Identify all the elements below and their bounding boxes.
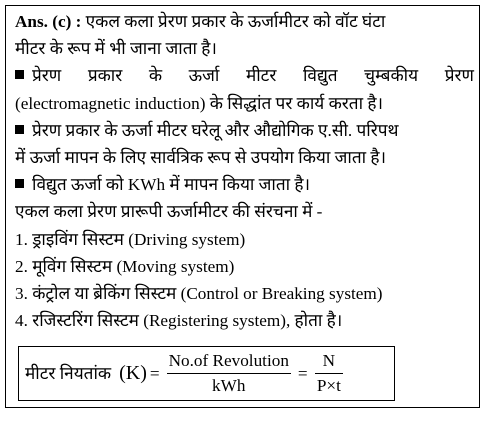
structure-item-4: 4. रजिस्टरिंग सिस्टम (Registering system), होता है। xyxy=(15,311,343,331)
point-1-line-2: (electromagnetic induction) के सिद्धांत पर कार्य करता है। xyxy=(15,93,383,113)
formula-fraction-1 xyxy=(167,351,291,396)
point-1-word-5: विद्युत xyxy=(302,66,338,86)
point-1-line-1 xyxy=(15,62,474,89)
bullet-icon xyxy=(15,125,24,134)
point-1-word-4: मीटर xyxy=(245,66,277,86)
formula-box xyxy=(18,346,395,401)
bullet-icon xyxy=(15,179,24,188)
structure-item-3: 3. कंट्रोल या ब्रेकिंग सिस्टम (Control or Breaking system) xyxy=(15,283,383,303)
point-3-line-1: विद्युत ऊर्जा को KWh में मापन किया जाता है। xyxy=(15,171,474,198)
answer-box xyxy=(5,5,480,408)
answer-label: Ans. (c) : xyxy=(15,12,82,31)
formula-symbol: (K) xyxy=(119,361,147,384)
fraction-2-numerator: N xyxy=(315,351,343,374)
structure-item-2: 2. मूविंग सिस्टम (Moving system) xyxy=(15,256,235,276)
answer-text: एकल कला प्रेरण प्रकार के ऊर्जामीटर को वॉट घंटा xyxy=(85,12,386,31)
formula-fraction-2 xyxy=(315,351,343,396)
point-1-word-3: ऊर्जा xyxy=(188,66,220,86)
formula-equals-2: = xyxy=(297,363,308,383)
fraction-2-denominator: P×t xyxy=(316,376,341,395)
structure-item-1: 1. ड्राइविंग सिस्टम (Driving system) xyxy=(15,229,246,249)
answer-line-2: मीटर के रूप में भी जाना जाता है। xyxy=(15,39,217,59)
point-1-word-7: प्रेरण xyxy=(444,66,474,86)
point-2-line-2: में ऊर्जा मापन के लिए सार्वत्रिक रूप से उपयोग किया जाता है। xyxy=(15,147,387,167)
bullet-icon xyxy=(15,70,24,79)
fraction-1-denominator: kWh xyxy=(212,376,246,395)
point-2-line-1: प्रेरण प्रकार के ऊर्जा मीटर घरेलू और औद्योगिक ए.सी. परिपथ xyxy=(15,117,474,144)
point-1-word-6: चुम्बकीय xyxy=(364,66,419,86)
formula-label: मीटर नियतांक xyxy=(25,363,112,383)
point-1-word-1: प्रकार xyxy=(87,66,123,86)
point-1-word-2: के xyxy=(148,66,163,86)
answer-line-1 xyxy=(15,8,474,35)
fraction-1-numerator: No.of Revolution xyxy=(167,351,291,374)
point-1-word-0: प्रेरण xyxy=(15,62,61,89)
structure-intro: एकल कला प्रेरण प्रारूपी ऊर्जामीटर की संरचना में - xyxy=(15,202,323,222)
formula-equals-1: = xyxy=(149,363,160,383)
